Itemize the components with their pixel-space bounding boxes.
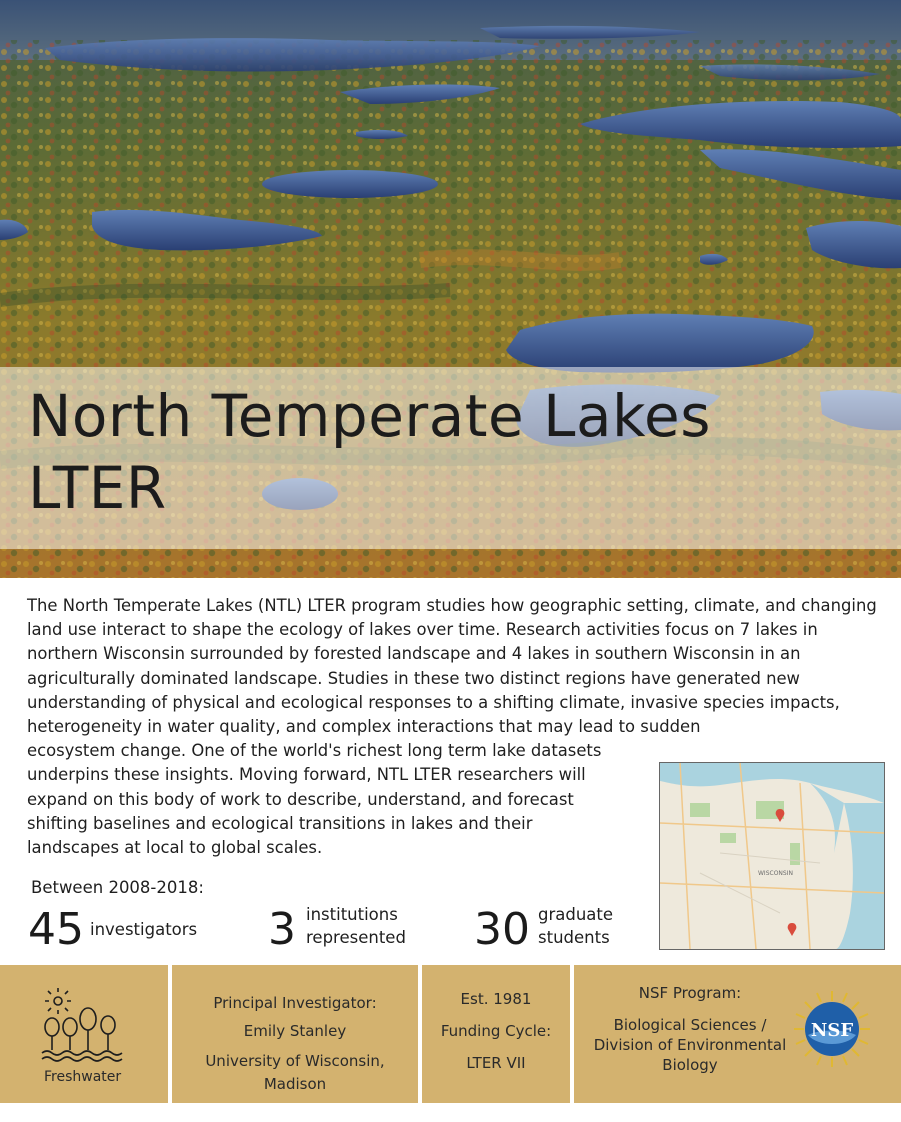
nsf-program-line-2: Division of Environmental: [593, 1036, 787, 1054]
principal-investigator-cell: [172, 965, 422, 1103]
established-year: Est. 1981: [460, 990, 532, 1008]
map-region-label: WISCONSIN: [758, 870, 793, 877]
wisconsin-site-map: [659, 762, 885, 950]
stat-institutions: [268, 903, 406, 957]
students-count: 30: [474, 904, 530, 955]
nsf-program-heading: NSF Program:: [638, 984, 742, 1002]
description-part-2: ecosystem change. One of the world's richest long term lake datasets underpins these insights. Moving forward, NTL LTER researchers will expand on this body of work to describe, understand, and forecast shifting baselines and ecological transitions in lakes and their landscapes at local to global scales.: [27, 741, 602, 858]
pi-name: Emily Stanley: [243, 1022, 347, 1040]
investigators-count: 45: [28, 904, 84, 955]
funding-cycle-heading: Funding Cycle:: [440, 1022, 552, 1040]
institutions-label-line-1: institutions: [306, 905, 398, 924]
page-title: [28, 380, 711, 524]
institutions-count: 3: [268, 904, 296, 955]
stats-period: Between 2008-2018:: [31, 878, 204, 897]
stat-investigators: [28, 903, 197, 957]
biome-label: Freshwater: [44, 1069, 122, 1085]
nsf-program-line-1: Biological Sciences /: [613, 1016, 767, 1034]
title-line-1: North Temperate Lakes: [28, 382, 711, 450]
pi-heading: Principal Investigator:: [213, 994, 377, 1012]
students-label: [538, 903, 613, 949]
students-label-line-2: students: [538, 928, 610, 947]
nsf-logo-text: NSF: [810, 1020, 854, 1041]
freshwater-forest-icon: [38, 987, 128, 1063]
investigators-label: investigators: [90, 920, 198, 939]
title-line-2: LTER: [28, 454, 167, 522]
institutions-label-line-2: represented: [306, 928, 406, 947]
nsf-program-text: [574, 983, 806, 1075]
description-part-1: The North Temperate Lakes (NTL) LTER program studies how geographic setting, climate, and changing land use interact to shape the ecology of lakes over time. Research activities focus on 7 lakes in northern Wisconsin surrounded by forested landscape and 4 lakes in southern Wisconsin in an agriculturally dominated landscape. Studies in these two distinct regions have generated new understanding of physical and ecological responses to a shifting climate, invasive species impacts, heterogeneity in water quality, and complex interactions that may lead to sudden: [27, 596, 877, 737]
nsf-logo: [792, 989, 872, 1069]
institutions-label: [306, 903, 406, 949]
funding-cycle-cell: [422, 965, 574, 1103]
info-footer: [0, 965, 901, 1103]
funding-cycle-value: LTER VII: [466, 1054, 526, 1072]
students-label-line-1: graduate: [538, 905, 614, 924]
pi-institution-line-2: Madison: [263, 1075, 327, 1093]
map-image: [660, 763, 884, 949]
nsf-program-line-3: Biology: [662, 1056, 718, 1074]
stat-graduate-students: [474, 903, 613, 957]
nsf-program-cell: [574, 965, 901, 1103]
biome-cell: [0, 965, 172, 1103]
pi-institution-line-1: University of Wisconsin,: [205, 1052, 385, 1070]
